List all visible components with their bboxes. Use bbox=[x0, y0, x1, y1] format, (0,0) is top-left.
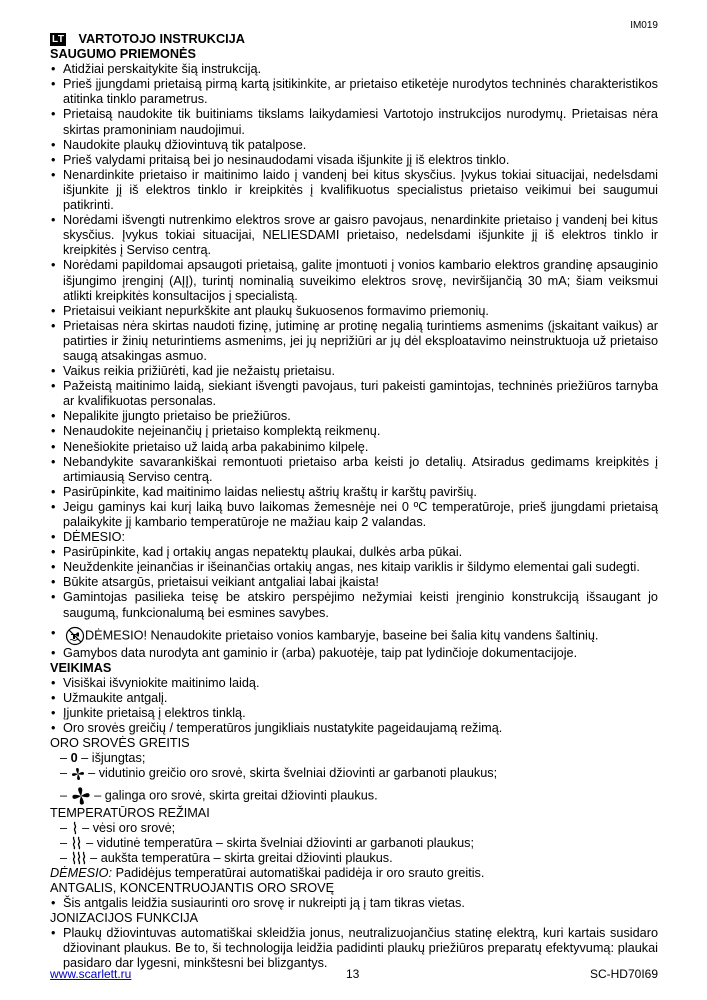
website-link[interactable]: www.scarlett.ru bbox=[50, 967, 132, 981]
title-row bbox=[50, 32, 658, 47]
list-item: • Jeigu gaminys kai kurį laiką buvo laikomas žemesnėje nei 0 ºC temperatūroje, prieš įjungdami prietaisą palaikykite jį kambario temperatūroje ne mažiau kaip 2 valandas. bbox=[50, 500, 658, 530]
airflow-high-row: – – galinga oro srovė, skirta greitai džiovinti plaukus. bbox=[50, 786, 658, 806]
temp-cool-icon bbox=[71, 821, 79, 835]
list-item: • Norėdami išvengti nutrenkimo elektros srove ar gaisro pavojaus, nenardinkite prietaiso į vandenį bei kitus skysčius. Įvykus tokiai situacijai, NELIESDAMI prietaiso, nedelsdami išjunkite jį iš elektros tinklo ir kreipkitės į Serviso centrą. bbox=[50, 213, 658, 258]
ionization-heading: JONIZACIJOS FUNKCIJA bbox=[50, 911, 199, 926]
list-item: • Oro srovės greičių / temperatūros jungikliais nustatykite pageidaujamą režimą. bbox=[50, 721, 658, 736]
attention-note bbox=[50, 866, 658, 881]
list-item: • Gamintojas pasilieka teisę be atskiro perspėjimo nežymiai keisti įrenginio konstrukciją išsaugant jo saugumą, funkcionalumą bei esmines savybes. bbox=[50, 590, 658, 620]
language-badge: LT bbox=[52, 34, 65, 46]
list-item: • Prieš valydami pritaisą bei jo nesinaudodami visada išjunkite jį iš elektros tinklo. bbox=[50, 153, 658, 168]
ionization-list bbox=[50, 926, 658, 971]
bath-warning-text: DĖMESIO! Nenaudokite prietaiso vonios kambaryje, baseine bei šalia kitų vandens šaltinių. bbox=[85, 628, 599, 643]
page-number: 13 bbox=[346, 967, 360, 981]
fan-medium-icon bbox=[71, 767, 85, 781]
airflow-off-symbol: 0 bbox=[70, 751, 78, 766]
list-item: • DĖMESIO: bbox=[50, 530, 658, 545]
list-item: • Vaikus reikia prižiūrėti, kad jie nežaistų prietaisu. bbox=[50, 364, 658, 379]
list-item: • Nenardinkite prietaiso ir maitinimo laido į vandenį bei kitus skysčius. Įvykus tokiai situacijai, nedelsdami išjunkite jį iš elektros tinklo ir kreipkitės į kvalifikuotus specialistus prietaiso veikimui bei saugumui patikrinti. bbox=[50, 168, 658, 213]
temp-cool-text: – vėsi oro srovė; bbox=[78, 820, 176, 835]
list-item: • Nenaudokite nejeinančių į prietaiso komplektą reikmenų. bbox=[50, 424, 658, 439]
temp-high-row: – – aukšta temperatūra – skirta greitai džiovinti plaukus. bbox=[60, 850, 393, 865]
list-item: • Prietaisui veikiant nepurkškite ant plaukų šukuosenos formavimo priemonių. bbox=[50, 304, 658, 319]
document-code: IM019 bbox=[630, 20, 658, 31]
list-item: • Prieš įjungdami prietaisą pirmą kartą įsitikinkite, ar prietaiso etiketėje nurodytos techninės charakteristikos atitinka tinklo parametrus. bbox=[50, 77, 658, 107]
list-item: • Atidžiai perskaitykite šią instrukciją. bbox=[50, 62, 658, 77]
list-item: • Neuždenkite įeinančias ir išeinančias ortakių angas, nes kitaip variklis ir šildymo elementai gali sudegti. bbox=[50, 560, 658, 575]
list-item: • Pažeistą maitinimo laidą, siekiant išvengti pavojaus, turi pakeisti gamintojas, techninės priežiūros tarnyba ar kvalifikuotas personalas. bbox=[50, 379, 658, 409]
safety-list bbox=[50, 62, 658, 620]
list-item: • Nenešiokite prietaiso už laidą arba pakabinimo kilpelę. bbox=[50, 440, 658, 455]
nozzle-heading: ANTGALIS, KONCENTRUOJANTIS ORO SROVĘ bbox=[50, 880, 335, 895]
bath-warning-list bbox=[50, 626, 658, 661]
list-item: • Prietaisą naudokite tik buitiniams tikslams laikydamiesi Vartotojo instrukcijos nurodymų. Prietaisas nėra skirtas pramoniniam naudojimui. bbox=[50, 107, 658, 137]
list-item: • Visiškai išvyniokite maitinimo laidą. bbox=[50, 676, 658, 691]
list-item: • Prietaisas nėra skirtas naudoti fizinę, jutiminę ar protinę negalią turintiems asmenims (įskaitant vaikus) ar patirties ir žinių neturintiems asmenims, jei jų neprižiūri ar jų dėl eksploatavimo neinstruktuoja už prietaiso saugą atsakingas asmuo. bbox=[50, 319, 658, 364]
temp-high-text: – aukšta temperatūra – skirta greitai džiovinti plaukus. bbox=[86, 850, 393, 865]
page-title: VARTOTOJO INSTRUKCIJA bbox=[78, 32, 245, 46]
safety-heading: SAUGUMO PRIEMONĖS bbox=[50, 47, 196, 62]
list-item: • Pasirūpinkite, kad į ortakių angas nepatektų plaukai, dulkės arba pūkai. bbox=[50, 545, 658, 560]
airflow-high-text: – galinga oro srovė, skirta greitai džiovinti plaukus. bbox=[90, 787, 378, 802]
model-number: SC-HD70I69 bbox=[589, 967, 658, 981]
airflow-medium-row: – – vidutinio greičio oro srovė, skirta švelniai džiovinti ar garbanoti plaukus; bbox=[60, 766, 498, 781]
list-item: • Naudokite plaukų džiovintuvą tik patalpose. bbox=[50, 138, 658, 153]
airflow-off-text: – išjungtas; bbox=[77, 751, 146, 766]
list-item: • Norėdami papildomai apsaugoti prietaisą, galite įmontuoti į vonios kambario elektros grandinę apsauginio išjungimo įrenginį (AĮĮ), turintį nominalią suveikimo elektros srovę, neviršijančią 30 mA; šiam veiksmui atlikti kreipkitės konsultacijos į specialistą. bbox=[50, 258, 658, 303]
list-item: • Būkite atsargūs, prietaisui veikiant antgaliai labai įkaista! bbox=[50, 575, 658, 590]
airflow-medium-text: – vidutinio greičio oro srovė, skirta švelniai džiovinti ar garbanoti plaukus; bbox=[84, 766, 498, 781]
list-item: • Pasirūpinkite, kad maitinimo laidas neliestų aštrių kraštų ir karštų paviršių. bbox=[50, 485, 658, 500]
list-item: • Nepalikite įjungto prietaiso be priežiūros. bbox=[50, 409, 658, 424]
temp-high-icon bbox=[71, 851, 87, 865]
list-item: • Nebandykite savarankiškai remontuoti prietaiso arba keisti jo detalių. Atsiradus gedimams kreipkitės į artimiausią Serviso centrą. bbox=[50, 455, 658, 485]
airflow-off-row: – 0 – išjungtas; bbox=[60, 751, 146, 766]
temperature-heading: TEMPERATŪROS REŽIMAI bbox=[50, 805, 210, 820]
document-body bbox=[50, 32, 658, 972]
list-item: • Plaukų džiovintuvas automatiškai skleidžia jonus, neutralizuojančius statinę elektrą, kuri kartais susidaro džiovinant plaukus. Be to, ši technologija leidžia padidinti plaukų priežiūros preparatų efektyvumą: plaukai pasidaro dar lygesni, minkštesni bei blizgantys. bbox=[50, 926, 658, 971]
nozzle-list bbox=[50, 896, 658, 911]
attention-label: DĖMESIO: bbox=[50, 865, 113, 880]
fan-high-icon bbox=[71, 786, 91, 806]
list-item: • Užmaukite antgalį. bbox=[50, 691, 658, 706]
operation-heading: VEIKIMAS bbox=[50, 660, 112, 675]
list-item: • Šis antgalis leidžia susiaurinti oro srovę ir nukreipti ją į tam tikras vietas. bbox=[50, 896, 658, 911]
list-item: • Įjunkite prietaisą į elektros tinklą. bbox=[50, 706, 658, 721]
temp-cool-row: – – vėsi oro srovė; bbox=[60, 820, 176, 835]
attention-text: Padidėjus temperatūrai automatiškai padidėja ir oro srauto greitis. bbox=[112, 865, 485, 880]
operation-list bbox=[50, 676, 658, 736]
bath-warning-item bbox=[50, 626, 658, 646]
airflow-heading: ORO SROVĖS GREITIS bbox=[50, 736, 190, 751]
no-hairdryer-in-bath-icon bbox=[65, 626, 85, 646]
manufacture-date-item: • Gamybos data nurodyta ant gaminio ir (arba) pakuotėje, taip pat lydinčioje dokumentacijoje. bbox=[50, 646, 658, 661]
temp-medium-icon bbox=[71, 836, 83, 850]
temp-medium-row: – – vidutinė temperatūra – skirta švelniai džiovinti ar garbanoti plaukus; bbox=[60, 835, 474, 850]
temp-medium-text: – vidutinė temperatūra – skirta švelniai džiovinti ar garbanoti plaukus; bbox=[82, 835, 474, 850]
